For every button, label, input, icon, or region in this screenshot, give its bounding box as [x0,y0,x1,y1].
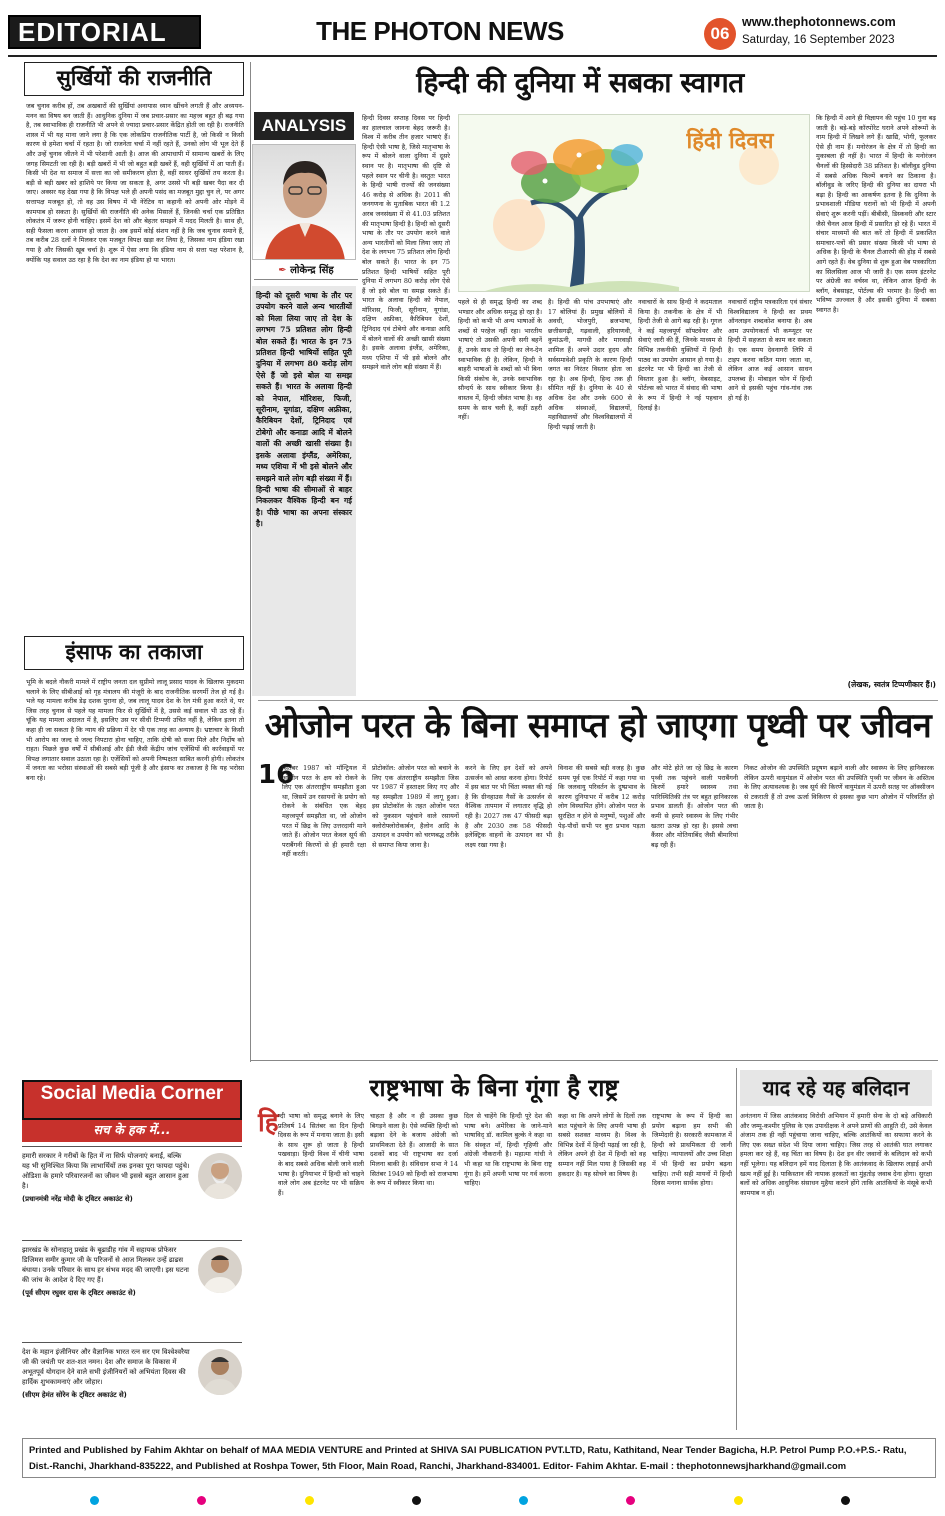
author-byline [254,262,358,280]
hindi-article-column: नवाचारों राष्ट्रीय पत्रकारिता एवं संचार विश्वविद्यालय ने हिन्दी का प्रथम ऑनलाइन शब्दकोश बनाया है। अब आम उपयोगकर्ता भी कम्प्यूटर पर हिन्दी में सहजता से काम कर सकता है। एक समय देवनागरी लिपि में टाइप करना कठिन माना जाता था, लेकिन आज कई आसान साधन उपलब्ध हैं। मोबाइल फोन में हिन्दी आने से इसकी पहुंच गांव-गांव तक हो गई है। [728,298,812,402]
author-credit: (लेखक, स्वतंत्र टिप्पणीकार हैं।) [847,680,936,689]
registration-dot [626,1496,635,1505]
drop-cap: हि [258,1108,279,1138]
justice-article-body: भूमि के बदले नौकरी मामले में राष्ट्रीय जनता दल सुप्रीमो लालू प्रसाद यादव के खिलाफ मुकदमा चलाने के लिए सीबीआई को गृह मंत्रालय की मंजूरी के बाद राजनीतिक सरगर्मी तेज हो गई है। भले यह मामला करीब डेढ़ दशक पुराना हो, जब लालू यादव देश के रेल मंत्री हुआ करते थे, पर जिस तरह चुनाव से पहले यह मामला फिर से सुर्खियों में है, उससे कई सवाल भी उठ रहे हैं। चूंकि यह मामला अदालत में है, इसलिए उस पर सीधी टिप्पणी उचित नहीं है, लेकिन इतना तो कहा ही जा सकता है कि न्याय की प्रक्रिया में देर भी एक तरह का अन्याय है। भ्रष्टाचार के किसी भी आरोप का जल्द से जल्द निपटारा होना चाहिए, ताकि दोषी को सजा मिले और निर्दोष को राहत। पिछले कुछ वर्षों में सीबीआई और ईडी जैसी केंद्रीय जांच एजेंसियों की कार्रवाइयों पर विपक्ष लगातार सवाल उठाता रहा है। एजेंसियों को अपनी निष्पक्षता साबित करनी होगी। लोकतंत्र में जनता का भरोसा संस्थाओं की सबसे बड़ी पूंजी है और इंसाफ का तकाजा है कि यह भरोसा बना रहे। [26,678,244,782]
rashtrabhasha-headline: राष्ट्रभाषा के बिना गूंगा है राष्ट्र [369,1074,619,1102]
hindi-article-column: कि हिन्दी में आने ही विज्ञापन की पहुंच 10 गुना बढ़ जाती है। बड़े-बड़े कॉरपोरेट घराने अपने शोरूमों के नाम हिन्दी में लिखने लगे हैं। खाद्यि, भोगी, फूलकर ऐसे ही नाम हैं। मनोरंजन के क्षेत्र में तो हिन्दी का मुकाबला ही नहीं है। भारत में हिन्दी के मनोरंजन चैनलों की हिस्सेदारी 38 प्रतिशत है। बॉलीवुड दुनिया में सबसे अधिक फिल्में बनाने का ठिकाना है। बॉलीवुड के जरिए हिन्दी की दुनिया का दायरा भी बढ़ा है। हिन्दी का आकर्षण इतना है कि दुनिया के प्रभावशाली मीडिया घरानों को भी हिन्दी में अपनी सेवाएं शुरू करनी पड़ीं। बीबीसी, डिस्कवरी और स्टार जैसे चैनल आज हिन्दी में प्रसारित हो रहे हैं। भारत में संचार माध्यमों की बात करें तो हिन्दी में प्रकाशित समाचार-पत्रों की प्रसार संख्या किसी भी भाषा से अधिक है। हिन्दी के चैनल टीआरपी की होड़ में सबसे आगे रहते हैं। वेब दुनिया से शुरू हुआ वेब पत्रकारिता का सिलसिला आज भी जारी है। एक समय इंटरनेट पर अंग्रेजी का वर्चस्व था, लेकिन आज हिन्दी के ब्लॉग, वेबसाइट, पोर्टल्स की भरमार है। हिन्दी का भविष्य उज्ज्वल है और इसकी दुनिया में सबका स्वागत है। [816,114,936,314]
politics-headline: सुर्खियों की राजनीति [24,62,244,96]
section-divider [250,1060,938,1061]
hindi-article-column: है। हिन्दी की पांच उपभाषाएं और 17 बोलियां हैं। प्रमुख बोलियों में अवधी, भोजपुरी, ब्रजभाषा, छत्तीसगढ़ी, गढ़वाली, हरियाणवी, कुमांऊनी, मागधी और मारवाड़ी शामिल हैं। अपने उदार हृदय और सर्वसमावेशी प्रकृति के कारण हिन्दी जगत का निरंतर विस्तार होता जा रहा है। अब हिन्दी, हिन्द तक ही सीमित नहीं है। दुनिया के 40 से अधिक देश और उनके 600 से अधिक संस्थाओं, विद्यालयों, महाविद्यालयों और विश्वविद्यालयों में हिन्दी पढ़ाई जाती है। [548,298,632,431]
tweet-text: झारखंड के सोनाहातू प्रखंड के बूढाडीह गांव में सहायक प्रोफेसर डिजिमस समीर कुमार जी के परिजनों से आज मिलकर उन्हें ढाढस बंधाया। उनके परिवार के साथ हर संभव मदद की जाएगी। इस घटना की जांच के आदेश दे दिए गए हैं। [22,1246,189,1284]
tweet-text: देश के महान इंजीनियर और वैज्ञानिक भारत रत्न सर एम विश्वेश्वरैया जी की जयंती पर शत-शत नमन। देश और समाज के विकास में अभूतपूर्व योगदान देने वाले सभी इंजीनियरों को अभियंता दिवस की हार्दिक शुभकामनाएं और जोहार। [22,1348,190,1386]
social-corner-subtitle: सच के हक में... [22,1120,242,1142]
author-portrait-icon [253,145,356,260]
rashtrabhasha-column: राष्ट्रभाषा के रूप में हिन्दी का प्रयोग बढ़ाना हम सभी की जिम्मेदारी है। सरकारी कामकाज में हिन्दी को प्राथमिकता दी जानी चाहिए। न्यायालयों और उच्च शिक्षा में भी हिन्दी का प्रयोग बढ़ना चाहिए। तभी सही मायनों में हिन्दी दिवस मनाना सार्थक होगा। [652,1112,732,1188]
registration-marks [90,1496,850,1508]
rashtrabhasha-column: दिल से चाहेंगे कि हिन्दी पूरे देश की भाषा बने। अमेरिका के जाने-माने भाषाविद् डॉ. कामिल बुल्के ने कहा था कि संस्कृत माँ, हिन्दी गृहिणी और अंग्रेजी नौकरानी है। महात्मा गांधी ने भी कहा था कि राष्ट्रभाषा के बिना राष्ट्र गूंगा है। हमें अपनी भाषा पर गर्व करना चाहिए। [464,1112,552,1188]
ozone-article-column: विनाश की सबसे बड़ी वजह है। कुछ समय पूर्व एक रिपोर्ट में कहा गया था कि जलवायु परिवर्तन के दुष्प्रभाव के कारण दुनियाभर में करीब 12 करोड़ लोग विस्थापित होंगे। ओजोन परत के सुरक्षित न होने से मनुष्यों, पशुओं और पेड़-पौधों सभी पर बुरा प्रभाव पड़ता है। [558,764,645,840]
illustration-caption: हिंदी दिवस [686,129,774,154]
person-icon [198,1153,242,1199]
registration-dot [519,1496,528,1505]
tweet-text: हमारी सरकार ने गरीबों के हित में ना सिर्फ योजनाएं बनाईं, बल्कि यह भी सुनिश्चित किया कि लाभार्थियों तक इनका पूरा फायदा पहुंचे। ओडिशा के हमारे परिवारजनों का जीवन भी इससे बहुत आसान हुआ है। [22,1152,190,1190]
column-divider [250,62,251,1062]
tweet-card [22,1240,242,1334]
yaad-article-body: अनंतनाग में जिस आतंकवाद विरोधी अभियान में हमारी सेना के दो बड़े अधिकारी और जम्मू-कश्मीर पुलिस के एक उपाधीक्षक ने अपने प्राणों की आहुति दी, उसे केवल अंजाम तक ही नहीं पहुंचाया जाना चाहिए, बल्कि आतंकियों का सफाया करने के लिए एक सख्त संदेश भी दिया जाना चाहिए। जिस तरह से आतंकी घात लगाकर हमला कर रहे हैं, वह चिंता का विषय है। देश इन वीर जवानों के बलिदान को कभी नहीं भूलेगा। यह बलिदान हमें याद दिलाता है कि आतंकवाद के खिलाफ लड़ाई अभी खत्म नहीं हुई है। पाकिस्तान की नापाक हरकतों का मुंहतोड़ जवाब देना होगा। सुरक्षा बलों को अधिक आधुनिक संसाधन मुहैया कराने होंगे ताकि आतंकियों के मंसूबे कभी कामयाब न हों। [740,1112,932,1197]
author-photo [252,144,356,260]
rashtrabhasha-column: चाहता है और न ही उसका कुछ बिगड़ने वाला है। ऐसे व्यक्ति हिन्दी को बढ़ावा देने के बजाय अंग्रेजी को प्राथमिकता देते हैं। आजादी के सात दशकों बाद भी राष्ट्रभाषा का दर्जा मिलना बाकी है। संविधान सभा ने 14 सितंबर 1949 को हिन्दी को राजभाषा के रूप में स्वीकार किया था। [370,1112,458,1188]
justice-headline: इंसाफ का तकाजा [24,636,244,670]
avatar [198,1153,242,1199]
registration-dot [305,1496,314,1505]
politics-article-body: जब चुनाव करीब हों, तब अखबारों की सुर्खियां अनायास ध्यान खींचने लगती हैं और अध्ययन-मनन का विषय बन जाती हैं। आधुनिक दुनिया में जब प्रचार-प्रसार का महत्त्व बहुत ही बढ़ गया है, तब स्वाभाविक ही राजनीति भी अपने से ज्यादा प्रचार-प्रसार केंद्रित होती जा रही है। राजनीति शास्त्र में भी यह माना जाने लगा है कि एक लोकप्रिय राजनीतिक पार्टी है, जो किसी न किसी कारण से हमेशा चर्चा में रहता है। जो राजनेता चर्चा में नहीं रहते हैं, उनको लोग भी भूल देते हैं और उन्हें चुनाव जीतने में भी परेशानी आती है। आज की आपाधापी में सामान्य खबरों के लिए जगह सिमटती जा रही है। बड़ी खबरों में भी जो बहुत बड़ी खबरें हैं, वही सुर्खियों में आ पाती हैं। किसी भी देश या समाज में सत्ता का जो समीकरण होता है, वहीं साधर सुर्खियों तय करता है। बड़ी से बड़ी खबर को हाशिये पर किया जा सकता है, अगर उससे भी बड़ी खबर पैदा कर दी जाए। अक्सर यह देखा गया है कि विपक्ष भले ही अपनी पसंद का मजबूत मुद्दा चुन ले, पर अगर सत्तापक्ष मजबूत हो, तो वह उस विषय में भी नेरेटिव या कहानी को अपनी ओर मोड़ने में कामयाब हो सकता है। सुर्खियों की राजनीति की अनेक मिसालें हैं, जिनकी चर्चा एक प्रतिष्ठित लोकतंत्र में जरूर होनी चाहिए। इसमें देश को और बेहतर समझने में मदद मिलती है। साथ ही, सही फैसला करना आसान हो जाता है। अब इसमें कोई संशय नहीं है कि जब चुनाव समाने हैं, तब करीब 28 दलों ने मिलकर एक मजबूत विपक्ष खड़ा कर लिया है, जिसका नाम इंडिया रखा गया है और जिसकी खूब चर्चा है। शुरू में ऐसा लगा कि इंडिया नाम से सत्ता पक्ष परेशान है, क्योंकि यह सवाल उठ रहा है कि देश का नाम इंडिया हो या भारत। [26,102,244,264]
tweet-source: (पूर्व सीएम रघुवर दास के ट्विटर अकाउंट से) [22,1289,136,1297]
ozone-article-column: निकट ओजोन की उपस्थिति प्रदूषण बढ़ाने वाली और स्वास्थ्य के लिए हानिकारक लेकिन ऊपरी वायुमंडल में ओजोन परत की उपस्थिति पृथ्वी पर जीवन के अस्तित्व के लिए अत्यावश्यक है। जब सूर्य की किरणें वायुमंडल में ऊपरी सतह पर ऑक्सीजन से टकराती हैं तो उच्च ऊर्जा विकिरण से इसका कुछ भाग ओजोन में परिवर्तित हो जाता है। [744,764,934,811]
social-corner-title: Social Media Corner [22,1080,242,1120]
ozone-article-column: सितंबर 1987 को मॉन्ट्रियल में ओजोन परत के क्षय को रोकने के लिए एक अंतरराष्ट्रीय समझौता हुआ था, जिसमें उन रसायनों के प्रयोग को रोकने के संबंधित एक बेहद महत्त्वपूर्ण समझौता था, जो ओजोन परत में छिद्र के लिए उत्तरदायी माने जाते हैं। ओजोन परत केवल सूर्य की पराबैंगनी किरणों से ही हमारी रक्षा नहीं करती। [282,764,366,859]
ozone-article-column: करने के लिए इन देशों को अपने उत्सर्जन को आधा करना होगा। रिपोर्ट में इस बात पर भी चिंता व्यक्त की गई है कि ग्रीनहाउस गैसों के उत्सर्जन से वैश्विक तापमान में लगातार वृद्धि हो रही है। 2027 तक 47 फीसदी बढ़ा है और 2030 तक 58 फीसदी इलेक्ट्रिक वाहनों के उत्पादन का भी लक्ष्य रखा गया है। [465,764,552,849]
column-divider [736,1068,737,1430]
masthead-title: THE PHOTON NEWS [316,16,564,46]
pen-icon: ✒ [278,265,291,276]
drop-cap: 16 [258,760,295,790]
avatar [198,1349,242,1395]
ozone-article-column: और मोटे होते जा रहे छिद्र के कारण पृथ्वी तक पहुंचने वाली पराबैंगनी किरणें हमारे स्वास्थ्य तथा पारिस्थितिकी तंत्र पर बहुत हानिकारक प्रभाव डालती हैं। ओजोन परत की कमी से हमारे स्वास्थ्य के लिए गंभीर खतरा उत्पन्न हो रहा है। इससे त्वचा कैंसर और मोतियाबिंद जैसी बीमारियां बढ़ रही हैं। [651,764,738,849]
registration-dot [841,1496,850,1505]
rashtrabhasha-column: न्दी भाषा को समृद्ध बनाने के लिए प्रतिवर्ष 14 सितंबर का दिन हिन्दी दिवस के रूप में मनाया जाता है। इसी के साथ शुरू हो जाता है हिन्दी पखवाड़ा। हिन्दी विश्व में चीनी भाषा के बाद सबसे अधिक बोली जाने वाली भाषा है। दुनियाभर में हिन्दी को चाहने वाले लोग अब इंटरनेट पर भी सक्रिय हैं। [278,1112,364,1197]
person-icon [198,1247,242,1293]
pull-quote: हिन्दी को दूसरी भाषा के तौर पर उपयोग करने वाले अन्य भारतीयों को मिला लिया जाए तो देश के लगभग 75 प्रतिशत लोग हिन्दी बोल सकते हैं। भारत के इन 75 प्रतिशत हिन्दी भाषियों सहित पूरी दुनिया में लगभग 80 करोड़ लोग ऐसे हैं जो इसे बोल या समझ सकते हैं। भारत के अलावा हिन्दी को नेपाल, मॉरिशस, फिजी, सूरीनाम, यूगांडा, दक्षिण अफ्रीका, कैरिबियन देशों, ट्रिनिदाद एवं टोबेगो और कनाडा आदि में बोलने वालों की अच्छी खासी संख्या है। इसके अलावा इंग्लैंड, अमेरिका, मध्य एशिया में भी इसे बोलने और समझने वाले लोग बड़ी संख्या में हैं। हिन्दी भाषा की सीमाओं से बाहर निकलकर वैश्विक हिन्दी बन गई है। पीछे भाषा का अपना संस्कार है। [252,286,356,696]
hindi-article-headline: हिन्दी की दुनिया में सबका स्वागत [416,66,744,99]
tweet-source: (सीएम हेमंत सोरेन के ट्विटर अकाउंट से) [22,1391,127,1399]
author-name: लोकेन्द्र सिंह [290,265,334,276]
section-label: EDITORIAL [8,15,201,49]
imprint-line: Dist.-Ranchi, Jharkhand-835222, and Published at Roshpa Tower, 5th Floor, Main Road, Ranchi, Jharkhand-834001. Editor- Fahim Akhtar. E-mail : thephotonnewsjharkhand@gmail.com [29,1460,847,1471]
header-divider [8,55,937,57]
yaad-headline: याद रहे यह बलिदान [740,1070,932,1106]
ozone-article-headline: ओजोन परत के बिना समाप्त हो जाएगा पृथ्वी पर जीवन [264,706,932,746]
registration-dot [734,1496,743,1505]
tweet-card [22,1342,242,1428]
hindi-article-column: नवाचारों के साथ हिन्दी ने कदमताल किया है। तकनीक के क्षेत्र में भी हिन्दी तेजी से आगे बढ़ रही है। गूगल ने कई महत्त्वपूर्ण सॉफ्टवेयर और सेवाएं जारी की हैं, जिनके माध्यम से विभिन्न तकनीकी युक्तियों में हिन्दी पाठ्य का उपयोग आसान हो गया है। इंटरनेट पर भी हिन्दी का तेजी से विस्तार हुआ है। ब्लॉग, वेबसाइट, पोर्टल्स को भारत में संवाद की भाषा के रूप में हिन्दी ने नई पहचान दिलाई है। [638,298,722,412]
avatar [198,1247,242,1293]
imprint-line: Printed and Published by Fahim Akhtar on behalf of MAA MEDIA VENTURE and Printed at SHIVA SAI PUBLICATION PVT.LTD, Ratu, Kathitand, Near Tender Bagicha, H.P. Petrol Pump P.O.+P.S.- Ratu, [29,1444,907,1455]
person-icon [198,1349,242,1395]
analysis-tag: ANALYSIS [254,112,354,140]
hindi-diwas-illustration [458,114,810,292]
registration-dot [197,1496,206,1505]
registration-dot [412,1496,421,1505]
ozone-article-column: प्रोटोकॉल: ओजोन परत को बचाने के लिए एक अंतरराष्ट्रीय समझौता जिस पर 1987 में हस्ताक्षर किए गए और यह समझौता 1989 में लागू हुआ। इस प्रोटोकॉल के तहत ओजोन परत को नुकसान पहुंचाने वाले रसायनों क्लोरोफ्लोरोकार्बन, हैलोन आदि के उत्पादन व उपयोग को चरणबद्ध तरीके से समाप्त किया जाना है। [372,764,459,849]
rashtrabhasha-column: कहा था कि अपने लोगों के दिलों तक बात पहुंचाने के लिए अपनी भाषा ही सबसे सशक्त माध्यम है। विश्व के विभिन्न देशों में हिन्दी पढ़ाई जा रही है, लेकिन अपने ही देश में हिन्दी को वह सम्मान नहीं मिल पाया है जिसकी वह हकदार है। यह सोचने का विषय है। [558,1112,646,1178]
issue-date: Saturday, 16 September 2023 [742,34,895,46]
tweet-card [22,1146,242,1232]
hindi-article-column: पहले से ही समृद्ध हिन्दी का शब्द भण्डार और अधिक समृद्ध हो रहा है। हिन्दी को कभी भी अन्य भाषाओं के शब्दों से परहेज नहीं रहा। भारतीय भाषाएं तो उसकी अपनी सगी बहनें हैं, उनके साथ तो हिन्दी का लेन-देन स्वाभाविक ही है। लेकिन, हिन्दी ने बाहरी भाषाओं के शब्दों को भी बिना किसी संकोच के, उनके स्वाभाविक सौन्दर्य के साथ स्वीकार किया है। वास्तव में, हिन्दी जीवंत भाषा है। वह समय के साथ चली है, कहीं ठहरी नहीं। [458,298,542,422]
hindi-article-column: हिन्दी दिवस सप्ताह दिवस पर हिन्दी का हालचाल जानना बेहद जरूरी है। विश्व में करीब तीन हजार भाषाएं हैं। हिन्दी ऐसी भाषा है, जिसे मातृभाषा के रूप में बोलने वाला दुनिया में दूसरे स्थान पर है। मातृभाषा की दृष्टि से पहले स्थान पर चीनी है। वस्तुतः भारत के हिन्दी भाषी राज्यों की जनसंख्या 46 करोड़ से अधिक है। 2011 की जनगणना के मुताबिक भारत की 1.2 अरब जनसंख्या में से 41.03 प्रतिशत की मातृभाषा हिन्दी है। हिन्दी को दूसरी भाषा के तौर पर उपयोग करने वाले अन्य भारतीयों को मिला लिया जाए तो देश के लगभग 75 प्रतिशत लोग हिन्दी बोल सकते हैं। भारत के इन 75 प्रतिशत हिन्दी भाषियों सहित पूरी दुनिया में लगभग 80 करोड़ लोग ऐसे हैं जो इसे बोल या समझ सकते हैं। भारत के अलावा हिन्दी को नेपाल, मॉरिशस, फिजी, सूरीनाम, यूगांडा, दक्षिण अफ्रीका, कैरिबियन देशों, ट्रिनिदाद एवं टोबेगो और कनाडा आदि में बोलने वालों की अच्छी खासी संख्या है। इसके अलावा इंग्लैंड, अमेरिका, मध्य एशिया में भी इसे बोलने और समझने वाले लोग बड़ी संख्या में हैं। [362,114,450,372]
website-link[interactable]: www.thephotonnews.com [742,15,896,29]
tweet-source: (प्रधानमंत्री नरेंद्र मोदी के ट्विटर अकाउंट से) [22,1195,133,1203]
registration-dot [90,1496,99,1505]
page-number-badge: 06 [704,18,736,50]
print-imprint [22,1438,936,1478]
